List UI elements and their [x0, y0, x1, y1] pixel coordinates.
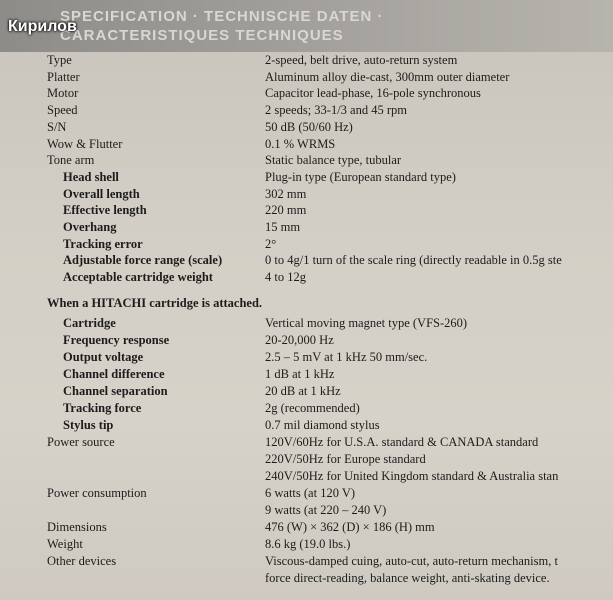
- header-title-line1: SPECIFICATION · TECHNISCHE DATEN ·: [60, 8, 384, 25]
- spec-label: Power consumption: [47, 486, 147, 500]
- spec-value: 0.1 % WRMS: [265, 136, 336, 151]
- spec-label: Cartridge: [63, 316, 116, 330]
- spec-row: [0, 137, 613, 154]
- spec-label: Effective length: [63, 203, 147, 218]
- spec-row: [0, 316, 613, 333]
- spec-value: 240V/50Hz for United Kingdom standard & Australia stan: [265, 469, 559, 483]
- seller-name-overlay: Кирилов: [8, 18, 77, 35]
- spec-value: Capacitor lead-phase, 16-pole synchronous: [265, 86, 481, 101]
- spec-label: Adjustable force range (scale): [63, 253, 223, 268]
- spec-row: [0, 170, 613, 187]
- spec-value: 0.7 mil diamond stylus: [265, 418, 380, 432]
- spec-row: [0, 503, 613, 520]
- spec-row: [0, 53, 613, 70]
- spec-label: Channel difference: [63, 367, 165, 381]
- spec-value: force direct-reading, balance weight, anti-skating device.: [265, 571, 550, 585]
- spec-value: 4 to 12g: [265, 270, 306, 285]
- spec-value: 220V/50Hz for Europe standard: [265, 452, 426, 466]
- spec-value: 8.6 kg (19.0 lbs.): [265, 537, 351, 551]
- spec-label: Tracking error: [63, 236, 143, 251]
- spec-value: Plug-in type (European standard type): [265, 169, 456, 184]
- spec-row: [0, 153, 613, 170]
- spec-value: 6 watts (at 120 V): [265, 486, 356, 500]
- spec-row: [0, 237, 613, 254]
- spec-value: 9 watts (at 220 – 240 V): [265, 503, 387, 517]
- spec-label: Platter: [47, 69, 80, 84]
- spec-row: [0, 350, 613, 367]
- spec-row: [0, 469, 613, 486]
- spec-value: 220 mm: [265, 203, 307, 218]
- spec-value: Aluminum alloy die-cast, 300mm outer diameter: [265, 69, 510, 84]
- spec-row: [0, 401, 613, 418]
- spec-value: 2g (recommended): [265, 401, 360, 415]
- spec-label: Output voltage: [63, 350, 144, 364]
- spec-value: 1 dB at 1 kHz: [265, 367, 335, 381]
- spec-value: Viscous-damped cuing, auto-cut, auto-return mechanism, t: [265, 554, 558, 568]
- spec-label: Speed: [47, 103, 78, 118]
- spec-label: Channel separation: [63, 384, 168, 398]
- spec-row: [0, 103, 613, 120]
- spec-row: [0, 554, 613, 571]
- spec-value: 302 mm: [265, 186, 307, 201]
- spec-row: [0, 520, 613, 537]
- spec-value: 120V/60Hz for U.S.A. standard & CANADA standard: [265, 435, 539, 449]
- spec-label: Power source: [47, 435, 115, 449]
- spec-row: [0, 384, 613, 401]
- spec-row: [0, 70, 613, 87]
- spec-value: Static balance type, tubular: [265, 153, 402, 168]
- spec-row: [0, 486, 613, 503]
- spec-label: Frequency response: [63, 333, 170, 347]
- spec-value: 2-speed, belt drive, auto-return system: [265, 53, 458, 67]
- spec-value: 476 (W) × 362 (D) × 186 (H) mm: [265, 520, 435, 534]
- spec-value: 2 speeds; 33-1/3 and 45 rpm: [265, 103, 407, 118]
- header-title-line2: CARACTERISTIQUES TECHNIQUES: [60, 27, 344, 44]
- spec-row: [0, 418, 613, 435]
- spec-row: [0, 187, 613, 204]
- spec-label: Wow & Flutter: [47, 136, 123, 151]
- spec-label: Overhang: [63, 220, 117, 234]
- spec-row: [0, 203, 613, 220]
- spec-label: S/N: [47, 119, 67, 134]
- spec-header-band: [0, 0, 613, 52]
- spec-label: Type: [47, 53, 72, 67]
- spec-value: 0 to 4g/1 turn of the scale ring (directly readable in 0.5g ste: [265, 253, 562, 268]
- spec-label: Overall length: [63, 186, 140, 201]
- spec-label: Other devices: [47, 554, 117, 568]
- spec-row: [0, 571, 613, 588]
- spec-value: 15 mm: [265, 220, 301, 234]
- spec-value: Vertical moving magnet type (VFS-260): [265, 316, 468, 330]
- spec-row: [0, 253, 613, 270]
- spec-value: 50 dB (50/60 Hz): [265, 119, 353, 134]
- spec-row: [0, 120, 613, 137]
- spec-row: [0, 270, 613, 287]
- spec-label: Tracking force: [63, 401, 142, 415]
- spec-row: [0, 86, 613, 103]
- spec-label: Acceptable cartridge weight: [63, 270, 213, 285]
- spec-row: [0, 537, 613, 554]
- spec-row: [0, 367, 613, 384]
- spec-label: Head shell: [63, 169, 119, 184]
- spec-value: 2.5 – 5 mV at 1 kHz 50 mm/sec.: [265, 350, 428, 364]
- spec-label: Weight: [47, 537, 83, 551]
- spec-row: [0, 435, 613, 452]
- section-title: When a HITACHI cartridge is attached.: [47, 296, 263, 310]
- spec-row: [0, 333, 613, 350]
- spec-value: 2°: [265, 236, 277, 251]
- spec-label: Tone arm: [47, 153, 95, 168]
- spec-label: Motor: [47, 86, 79, 101]
- spec-value: 20 dB at 1 kHz: [265, 384, 341, 398]
- spec-value: 20-20,000 Hz: [265, 333, 334, 347]
- spec-label: Dimensions: [47, 520, 107, 534]
- spec-row: [0, 452, 613, 469]
- spec-row: [0, 220, 613, 237]
- spec-label: Stylus tip: [63, 418, 114, 432]
